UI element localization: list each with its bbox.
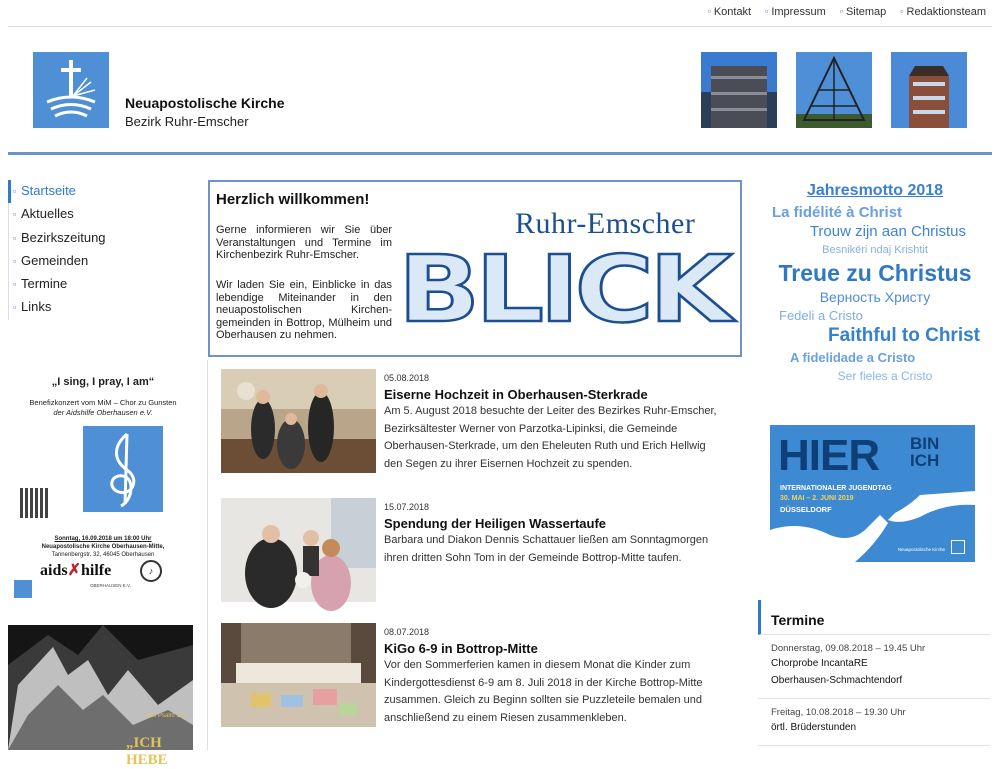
motto-line-fr: La fidélité à Christ [772,204,903,221]
treble-clef-icon [83,426,163,512]
banner-ich: ICH [910,451,940,470]
aidshilfe-logo [40,560,111,580]
motto-line-it: Fedeli a Cristo [779,308,863,323]
motto-line-es: Ser fieles a Cristo [837,369,933,383]
nav-item-gemeinden[interactable]: ▫ Gemeinden [8,250,188,273]
header-photo-tower [891,52,967,128]
concert-poster[interactable] [8,370,198,610]
event-location: Oberhausen-Schmachtendorf [771,675,903,686]
news-list [207,360,743,750]
top-divider [8,26,992,27]
motto-line-en: Faithful to Christ [828,325,980,346]
main-navigation [8,180,188,320]
article-teaser: Vor den Sommerferien kamen in diesem Monat die Kinder zum Kindergottesdienst 6-9 am 8. Juli 2018 in der Kirche Bottrop-Mitte zusammen. Gleich zu Beginn sollten sie Puzzleteile bemalen und anschließend zu einem Riesen zusammenkleben. [384,659,703,724]
article-thumbnail[interactable] [221,623,376,727]
article-date: 08.07.2018 [384,627,430,637]
motto-heading: Jahresmotto 2018 [806,182,944,199]
music-note-icon: ♪ [140,560,162,582]
nav-item-aktuelles[interactable]: ▫ Aktuelles [8,203,188,226]
church-logo[interactable] [33,52,109,128]
motto-line-de: Treue zu Christus [778,260,972,286]
youth-day-banner[interactable] [770,425,975,562]
banner-church-logo-icon [951,540,965,554]
ribbon-icon: ✗ [67,562,81,579]
welcome-title: Herzlich willkommen! [216,191,370,208]
event-datetime: Freitag, 10.08.2018 – 19.30 Uhr [771,707,906,718]
header-photo-tetraeder [796,52,872,128]
welcome-paragraph-2: Wir laden Sie ein, Einblicke in das lebendige Miteinander in den neuapostolischen Kirchen-gemeinden in Bottrop, Mülheim und Oberhausen zu nehmen. [216,279,392,342]
article-body [384,498,724,567]
article-title[interactable]: Spendung der Heiligen Wassertaufe [384,516,607,531]
welcome-paragraph-1: Gerne informieren wir Sie über Veranstaltungen und Termine im Kirchenbezirk Ruhr-Emscher. [216,224,392,262]
mountain-photo [8,625,193,750]
article-title[interactable]: Eiserne Hochzeit in Oberhausen-Sterkrade [384,387,648,402]
poster-description [8,398,198,418]
banner-line-1: INTERNATIONALER JUGENDTAG [780,485,892,492]
article-title[interactable]: KiGo 6-9 in Bottrop-Mitte [384,641,538,656]
banner-footer: Neuapostolische Kirche [897,547,945,552]
motto-line-nl: Trouw zijn aan Christus [809,223,966,240]
poster-place-line-1: Neuapostolische Kirche Oberhausen-Mitte, [41,543,165,550]
blick-title: Ruhr-Emscher [515,207,696,240]
event-item[interactable] [758,635,990,699]
psalm-image[interactable] [8,625,193,768]
article-thumbnail[interactable] [221,369,376,473]
events-panel [758,600,990,746]
utility-links [708,6,986,22]
article-body [384,623,724,727]
nav-item-termine[interactable]: ▫ Termine [8,273,188,296]
org-district: Bezirk Ruhr-Emscher [125,114,249,129]
aids-logo-part-1: aids [40,562,68,579]
poster-event-info [8,536,198,559]
cross-logo-icon [33,52,109,128]
motto-line-ru: Верность Христу [819,289,931,305]
nav-item-bezirkszeitung[interactable]: ▫ Bezirkszeitung [8,227,188,250]
psalm-small-text: Aus Psalm 121 [146,713,187,719]
psalm-headline: „ICH HEBE [126,735,168,768]
event-item[interactable] [758,699,990,746]
organization-name [125,95,285,129]
article-date: 15.07.2018 [384,502,430,512]
banner-bin-ich [910,435,939,469]
qr-code [20,488,50,518]
treble-clef-graphic [83,426,163,512]
impressum-link[interactable]: ▫ Impressum [765,6,826,22]
poster-title: „I sing, I pray, I am“ [51,376,155,388]
article-body [384,369,724,473]
motto-line-sq: Besnikëri ndaj Krishtit [822,244,928,256]
event-datetime: Donnerstag, 09.08.2018 – 19.45 Uhr [771,643,926,654]
article-date: 05.08.2018 [384,373,430,383]
header-photo-gasometer [701,52,777,128]
motto-line-pt: A fidelidade a Cristo [790,350,916,365]
year-motto[interactable] [760,182,990,383]
sitemap-link[interactable]: ▫ Sitemap [840,6,887,22]
blick-word: BLICK [398,236,738,343]
aidshilfe-sub: OBERHAUSEN E.V. [90,583,131,588]
header-divider [8,152,992,155]
nak-small-logo-icon [14,580,32,598]
banner-hier: HIER [778,431,880,480]
welcome-box [208,180,742,357]
nav-item-startseite[interactable]: ▫ Startseite [8,180,188,203]
org-name: Neuapostolische Kirche [125,95,285,111]
poster-place-line-2: Tannenbergstr. 32, 46045 Oberhausen [51,551,155,558]
article-thumbnail[interactable] [221,498,376,602]
banner-line-2: 30. MAI – 2. JUNI 2019 [780,495,854,502]
article-teaser: Barbara und Diakon Dennis Schattauer ließen am Sonntagmorgen ihren dritten Sohn Tom in der Gemeinde Bottrop-Mitte taufen. [384,534,709,564]
nav-item-links[interactable]: ▫ Links [8,296,188,319]
event-title: örtl. Brüderstunden [771,722,857,733]
poster-desc-line-1: Benefizkonzert vom MiM – Chor zu Gunsten [29,398,177,407]
redaktionsteam-link[interactable]: ▫ Redaktionsteam [900,6,986,22]
article-teaser: Am 5. August 2018 besuchte der Leiter des Bezirkes Ruhr-Emscher, Bezirksältester Werner von Parzotka-Lipinksi, die Gemeinde Oberhausen-Sterkrade, um den Eheleuten Ruth und Erich Hellwig den Segen zu ihrer Eisernen Hochzeit zu spenden. [384,405,717,470]
event-title: Chorprobe IncantaRE [771,658,868,669]
banner-bin: BIN [910,434,940,453]
aids-logo-part-2: hilfe [80,562,112,579]
banner-line-3: DÜSSELDORF [780,505,832,514]
events-heading[interactable]: Termine [758,600,990,635]
poster-date: Sonntag, 16.09.2018 um 18:00 Uhr [54,536,152,542]
poster-desc-line-2: der Aidshilfe Oberhausen e.V. [53,407,153,417]
blick-logo[interactable] [398,236,738,343]
kontakt-link[interactable]: ▫ Kontakt [708,6,752,22]
